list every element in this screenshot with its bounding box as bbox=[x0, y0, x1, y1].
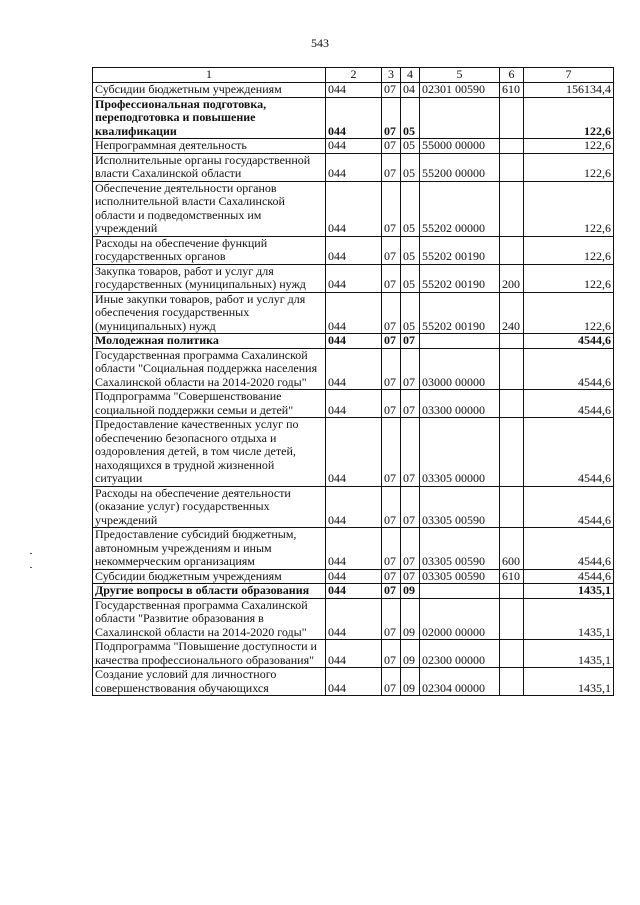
admin-code-cell: 044 bbox=[326, 668, 382, 696]
target-code-cell: 02300 00000 bbox=[420, 640, 500, 668]
amount-cell: 156134,4 bbox=[524, 83, 614, 98]
target-code-cell: 55202 00000 bbox=[420, 181, 500, 236]
amount-cell: 1435,1 bbox=[524, 668, 614, 696]
table-row bbox=[93, 292, 614, 334]
subsection-cell: 05 bbox=[401, 97, 420, 139]
admin-code-cell: 044 bbox=[326, 83, 382, 98]
expense-type-cell bbox=[500, 584, 524, 599]
row-name-cell: Закупка товаров, работ и услуг для государственных (муниципальных) нужд bbox=[93, 264, 326, 292]
amount-cell: 4544,6 bbox=[524, 348, 614, 390]
page-number: 543 bbox=[311, 36, 329, 50]
section-cell: 07 bbox=[382, 528, 401, 570]
column-header: 7 bbox=[524, 68, 614, 83]
amount-cell: 1435,1 bbox=[524, 640, 614, 668]
subsection-cell: 09 bbox=[401, 668, 420, 696]
expense-type-cell bbox=[500, 348, 524, 390]
row-name-cell: Расходы на обеспечение функций государственных органов bbox=[93, 236, 326, 264]
admin-code-cell: 044 bbox=[326, 569, 382, 584]
row-name-cell: Подпрограмма "Повышение доступности и качества профессионального образования" bbox=[93, 640, 326, 668]
admin-code-cell: 044 bbox=[326, 334, 382, 349]
admin-code-cell: 044 bbox=[326, 390, 382, 418]
target-code-cell: 03305 00000 bbox=[420, 418, 500, 487]
budget-table bbox=[92, 67, 614, 696]
column-header: 3 bbox=[382, 68, 401, 83]
amount-cell: 122,6 bbox=[524, 292, 614, 334]
target-code-cell: 03300 00000 bbox=[420, 390, 500, 418]
section-cell: 07 bbox=[382, 569, 401, 584]
amount-cell: 122,6 bbox=[524, 97, 614, 139]
amount-cell: 4544,6 bbox=[524, 569, 614, 584]
table-row bbox=[93, 139, 614, 154]
table-row bbox=[93, 264, 614, 292]
expense-type-cell bbox=[500, 390, 524, 418]
subsection-cell: 05 bbox=[401, 264, 420, 292]
table-row bbox=[93, 348, 614, 390]
column-header: 2 bbox=[326, 68, 382, 83]
row-name-cell: Обеспечение деятельности органов исполнительной власти Сахалинской области и подведомственных им учреждений bbox=[93, 181, 326, 236]
expense-type-cell bbox=[500, 97, 524, 139]
row-name-cell: Предоставление качественных услуг по обеспечению безопасного отдыха и оздоровления детей, в том числе детей, находящихся в трудной жизненной ситуации bbox=[93, 418, 326, 487]
subsection-cell: 07 bbox=[401, 569, 420, 584]
target-code-cell bbox=[420, 334, 500, 349]
section-cell: 07 bbox=[382, 139, 401, 154]
admin-code-cell: 044 bbox=[326, 153, 382, 181]
section-cell: 07 bbox=[382, 348, 401, 390]
row-name-cell: Создание условий для личностного совершенствования обучающихся bbox=[93, 668, 326, 696]
target-code-cell: 03000 00000 bbox=[420, 348, 500, 390]
section-cell: 07 bbox=[382, 264, 401, 292]
target-code-cell: 02304 00000 bbox=[420, 668, 500, 696]
table-row bbox=[93, 598, 614, 640]
row-name-cell: Субсидии бюджетным учреждениям bbox=[93, 83, 326, 98]
column-header-row bbox=[93, 68, 614, 83]
expense-type-cell: 600 bbox=[500, 528, 524, 570]
subsection-cell: 07 bbox=[401, 348, 420, 390]
section-cell: 07 bbox=[382, 668, 401, 696]
subsection-cell: 07 bbox=[401, 486, 420, 528]
subsection-cell: 05 bbox=[401, 153, 420, 181]
expense-type-cell bbox=[500, 418, 524, 487]
target-code-cell: 03305 00590 bbox=[420, 486, 500, 528]
expense-type-cell bbox=[500, 153, 524, 181]
section-cell: 07 bbox=[382, 181, 401, 236]
row-name-cell: Государственная программа Сахалинской области "Развитие образования в Сахалинской области на 2014-2020 годы" bbox=[93, 598, 326, 640]
table-row bbox=[93, 390, 614, 418]
admin-code-cell: 044 bbox=[326, 264, 382, 292]
subsection-cell: 07 bbox=[401, 334, 420, 349]
expense-type-cell bbox=[500, 640, 524, 668]
admin-code-cell: 044 bbox=[326, 598, 382, 640]
amount-cell: 4544,6 bbox=[524, 486, 614, 528]
section-cell: 07 bbox=[382, 292, 401, 334]
expense-type-cell bbox=[500, 598, 524, 640]
subsection-cell: 07 bbox=[401, 418, 420, 487]
row-name-cell: Предоставление субсидий бюджетным, автономным учреждениям и иным некоммерческим организациям bbox=[93, 528, 326, 570]
amount-cell: 122,6 bbox=[524, 139, 614, 154]
row-name-cell: Другие вопросы в области образования bbox=[93, 584, 326, 599]
table-row bbox=[93, 236, 614, 264]
target-code-cell bbox=[420, 584, 500, 599]
expense-type-cell bbox=[500, 181, 524, 236]
amount-cell: 122,6 bbox=[524, 153, 614, 181]
row-name-cell: Государственная программа Сахалинской области "Социальная поддержка населения Сахалинской области на 2014-2020 годы" bbox=[93, 348, 326, 390]
table-row bbox=[93, 528, 614, 570]
table-row bbox=[93, 181, 614, 236]
section-cell: 07 bbox=[382, 334, 401, 349]
section-cell: 07 bbox=[382, 390, 401, 418]
section-cell: 07 bbox=[382, 486, 401, 528]
table-row bbox=[93, 418, 614, 487]
amount-cell: 122,6 bbox=[524, 181, 614, 236]
subsection-cell: 05 bbox=[401, 139, 420, 154]
amount-cell: 4544,6 bbox=[524, 390, 614, 418]
expense-type-cell: 610 bbox=[500, 569, 524, 584]
row-name-cell: Расходы на обеспечение деятельности (оказание услуг) государственных учреждений bbox=[93, 486, 326, 528]
section-cell: 07 bbox=[382, 640, 401, 668]
amount-cell: 4544,6 bbox=[524, 334, 614, 349]
table-row bbox=[93, 97, 614, 139]
amount-cell: 122,6 bbox=[524, 264, 614, 292]
column-header: 5 bbox=[420, 68, 500, 83]
subsection-cell: 09 bbox=[401, 584, 420, 599]
table-row bbox=[93, 334, 614, 349]
table-row bbox=[93, 569, 614, 584]
admin-code-cell: 044 bbox=[326, 486, 382, 528]
row-name-cell: Иные закупки товаров, работ и услуг для обеспечения государственных (муниципальных) нужд bbox=[93, 292, 326, 334]
section-cell: 07 bbox=[382, 236, 401, 264]
target-code-cell: 55202 00190 bbox=[420, 264, 500, 292]
section-cell: 07 bbox=[382, 153, 401, 181]
expense-type-cell: 200 bbox=[500, 264, 524, 292]
expense-type-cell bbox=[500, 139, 524, 154]
subsection-cell: 07 bbox=[401, 390, 420, 418]
amount-cell: 1435,1 bbox=[524, 584, 614, 599]
admin-code-cell: 044 bbox=[326, 348, 382, 390]
admin-code-cell: 044 bbox=[326, 139, 382, 154]
page-mark bbox=[30, 553, 32, 554]
subsection-cell: 05 bbox=[401, 181, 420, 236]
target-code-cell: 55200 00000 bbox=[420, 153, 500, 181]
amount-cell: 4544,6 bbox=[524, 418, 614, 487]
section-cell: 07 bbox=[382, 418, 401, 487]
page-mark bbox=[30, 567, 32, 568]
subsection-cell: 09 bbox=[401, 598, 420, 640]
expense-type-cell: 610 bbox=[500, 83, 524, 98]
section-cell: 07 bbox=[382, 598, 401, 640]
row-name-cell: Исполнительные органы государственной власти Сахалинской области bbox=[93, 153, 326, 181]
section-cell: 07 bbox=[382, 83, 401, 98]
amount-cell: 122,6 bbox=[524, 236, 614, 264]
row-name-cell: Молодежная политика bbox=[93, 334, 326, 349]
row-name-cell: Подпрограмма "Совершенствование социальной поддержки семьи и детей" bbox=[93, 390, 326, 418]
admin-code-cell: 044 bbox=[326, 528, 382, 570]
row-name-cell: Профессиональная подготовка, переподготовка и повышение квалификации bbox=[93, 97, 326, 139]
table-row bbox=[93, 640, 614, 668]
admin-code-cell: 044 bbox=[326, 584, 382, 599]
subsection-cell: 04 bbox=[401, 83, 420, 98]
admin-code-cell: 044 bbox=[326, 418, 382, 487]
expense-type-cell bbox=[500, 334, 524, 349]
target-code-cell: 55000 00000 bbox=[420, 139, 500, 154]
section-cell: 07 bbox=[382, 584, 401, 599]
expense-type-cell bbox=[500, 668, 524, 696]
amount-cell: 1435,1 bbox=[524, 598, 614, 640]
column-header: 1 bbox=[93, 68, 326, 83]
target-code-cell: 02301 00590 bbox=[420, 83, 500, 98]
table-row bbox=[93, 153, 614, 181]
row-name-cell: Субсидии бюджетным учреждениям bbox=[93, 569, 326, 584]
table-row bbox=[93, 486, 614, 528]
subsection-cell: 05 bbox=[401, 292, 420, 334]
target-code-cell: 55202 00190 bbox=[420, 292, 500, 334]
table-row bbox=[93, 83, 614, 98]
admin-code-cell: 044 bbox=[326, 181, 382, 236]
column-header: 6 bbox=[500, 68, 524, 83]
target-code-cell: 55202 00190 bbox=[420, 236, 500, 264]
table-row bbox=[93, 584, 614, 599]
row-name-cell: Непрограммная деятельность bbox=[93, 139, 326, 154]
admin-code-cell: 044 bbox=[326, 292, 382, 334]
expense-type-cell bbox=[500, 486, 524, 528]
expense-type-cell bbox=[500, 236, 524, 264]
target-code-cell bbox=[420, 97, 500, 139]
admin-code-cell: 044 bbox=[326, 640, 382, 668]
expense-type-cell: 240 bbox=[500, 292, 524, 334]
target-code-cell: 03305 00590 bbox=[420, 528, 500, 570]
column-header: 4 bbox=[401, 68, 420, 83]
subsection-cell: 07 bbox=[401, 528, 420, 570]
table-row bbox=[93, 668, 614, 696]
target-code-cell: 02000 00000 bbox=[420, 598, 500, 640]
subsection-cell: 09 bbox=[401, 640, 420, 668]
amount-cell: 4544,6 bbox=[524, 528, 614, 570]
section-cell: 07 bbox=[382, 97, 401, 139]
target-code-cell: 03305 00590 bbox=[420, 569, 500, 584]
admin-code-cell: 044 bbox=[326, 236, 382, 264]
subsection-cell: 05 bbox=[401, 236, 420, 264]
admin-code-cell: 044 bbox=[326, 97, 382, 139]
